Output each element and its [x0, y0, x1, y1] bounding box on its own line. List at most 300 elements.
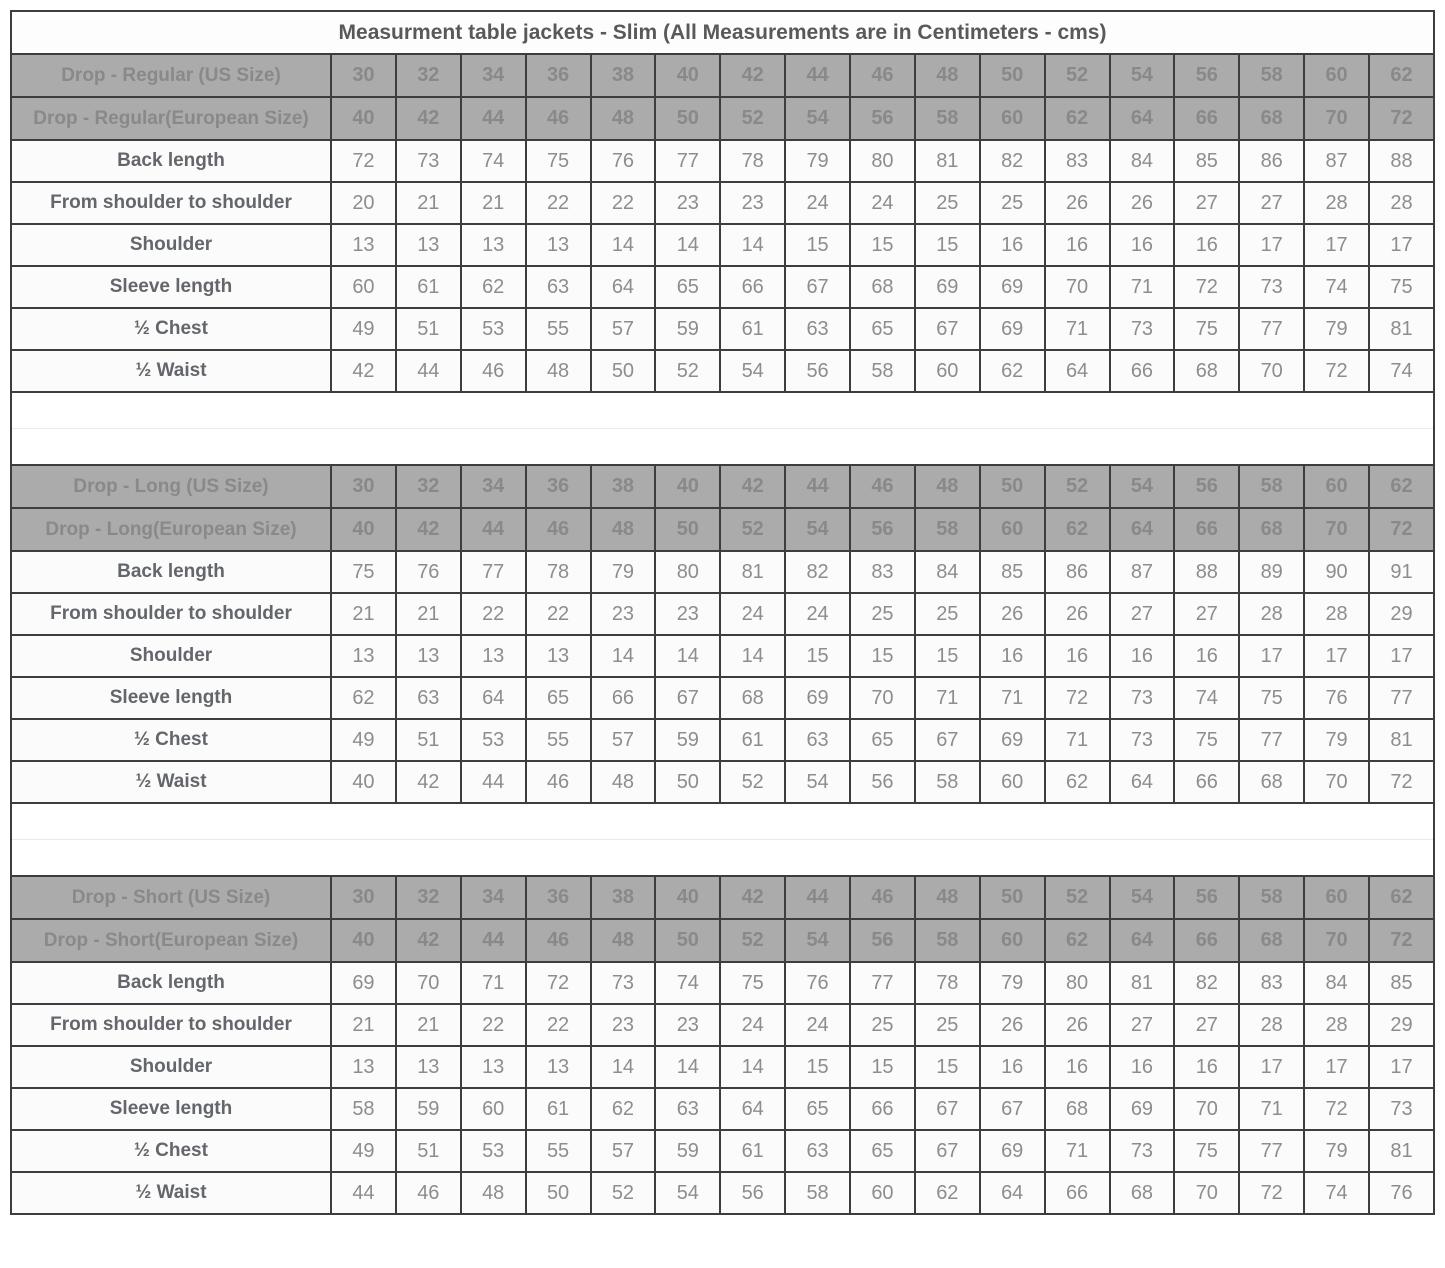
measurement-value-cell: 49: [331, 719, 396, 761]
table-body: [11, 11, 1434, 1214]
us-size-row-label: Drop - Short (US Size): [11, 876, 331, 919]
measurement-value-cell: 65: [655, 266, 720, 308]
size-cell: 64: [1110, 97, 1175, 140]
size-cell: 56: [1174, 54, 1239, 97]
measurement-row: [11, 182, 1434, 224]
measurement-value-cell: 26: [1045, 593, 1110, 635]
measurement-value-cell: 27: [1174, 593, 1239, 635]
size-cell: 62: [1369, 54, 1434, 97]
measurement-value-cell: 22: [461, 1004, 526, 1046]
measurement-value-cell: 17: [1239, 1046, 1304, 1088]
measurement-row-label: Shoulder: [11, 635, 331, 677]
measurement-value-cell: 16: [980, 1046, 1045, 1088]
measurement-value-cell: 61: [720, 1130, 785, 1172]
measurement-value-cell: 62: [915, 1172, 980, 1214]
size-cell: 36: [526, 876, 591, 919]
measurement-value-cell: 81: [720, 551, 785, 593]
measurement-value-cell: 56: [720, 1172, 785, 1214]
measurement-value-cell: 24: [720, 1004, 785, 1046]
size-cell: 50: [655, 97, 720, 140]
measurement-value-cell: 26: [980, 1004, 1045, 1046]
spacer-cell: [11, 392, 1434, 429]
measurement-value-cell: 60: [850, 1172, 915, 1214]
measurement-value-cell: 76: [1304, 677, 1369, 719]
measurement-value-cell: 75: [1239, 677, 1304, 719]
measurement-value-cell: 72: [1045, 677, 1110, 719]
measurement-value-cell: 60: [461, 1088, 526, 1130]
size-cell: 62: [1045, 508, 1110, 551]
measurement-value-cell: 73: [1110, 719, 1175, 761]
measurement-value-cell: 91: [1369, 551, 1434, 593]
size-cell: 48: [915, 54, 980, 97]
measurement-value-cell: 75: [1174, 719, 1239, 761]
size-cell: 64: [1110, 508, 1175, 551]
size-cell: 46: [850, 876, 915, 919]
measurement-value-cell: 73: [1239, 266, 1304, 308]
measurement-row-label: Back length: [11, 962, 331, 1004]
measurement-value-cell: 61: [396, 266, 461, 308]
measurement-value-cell: 72: [1304, 350, 1369, 392]
measurement-value-cell: 16: [1110, 635, 1175, 677]
measurement-value-cell: 74: [1174, 677, 1239, 719]
measurement-value-cell: 90: [1304, 551, 1369, 593]
measurement-value-cell: 73: [1110, 308, 1175, 350]
size-cell: 68: [1239, 508, 1304, 551]
size-cell: 36: [526, 54, 591, 97]
measurement-value-cell: 16: [1110, 224, 1175, 266]
measurement-value-cell: 61: [720, 308, 785, 350]
measurement-value-cell: 50: [655, 761, 720, 803]
size-cell: 30: [331, 465, 396, 508]
measurement-row-label: ½ Chest: [11, 1130, 331, 1172]
measurement-value-cell: 24: [785, 1004, 850, 1046]
size-cell: 40: [331, 508, 396, 551]
measurement-value-cell: 64: [461, 677, 526, 719]
measurement-value-cell: 65: [850, 719, 915, 761]
measurement-value-cell: 75: [331, 551, 396, 593]
measurement-value-cell: 77: [850, 962, 915, 1004]
measurement-value-cell: 16: [1174, 635, 1239, 677]
measurement-value-cell: 84: [915, 551, 980, 593]
measurement-value-cell: 15: [785, 635, 850, 677]
measurement-value-cell: 57: [591, 1130, 656, 1172]
measurement-value-cell: 70: [1239, 350, 1304, 392]
size-cell: 48: [591, 97, 656, 140]
measurement-value-cell: 56: [850, 761, 915, 803]
measurement-value-cell: 79: [591, 551, 656, 593]
measurement-value-cell: 62: [331, 677, 396, 719]
size-cell: 40: [655, 465, 720, 508]
size-cell: 32: [396, 465, 461, 508]
measurement-value-cell: 16: [1174, 224, 1239, 266]
measurement-value-cell: 72: [1239, 1172, 1304, 1214]
measurement-value-cell: 68: [1045, 1088, 1110, 1130]
measurement-value-cell: 67: [915, 719, 980, 761]
section-header-us-row: [11, 465, 1434, 508]
measurement-value-cell: 52: [591, 1172, 656, 1214]
measurement-value-cell: 53: [461, 719, 526, 761]
size-cell: 56: [1174, 876, 1239, 919]
measurement-value-cell: 68: [1110, 1172, 1175, 1214]
measurement-row-label: Sleeve length: [11, 266, 331, 308]
measurement-row: [11, 1088, 1434, 1130]
measurement-value-cell: 21: [396, 593, 461, 635]
measurement-value-cell: 71: [980, 677, 1045, 719]
measurement-value-cell: 66: [1110, 350, 1175, 392]
size-cell: 72: [1369, 97, 1434, 140]
measurement-row: [11, 551, 1434, 593]
measurement-row-label: Back length: [11, 551, 331, 593]
measurement-value-cell: 74: [655, 962, 720, 1004]
measurement-value-cell: 13: [526, 1046, 591, 1088]
size-cell: 56: [850, 508, 915, 551]
measurement-value-cell: 49: [331, 308, 396, 350]
measurement-value-cell: 23: [591, 593, 656, 635]
measurement-value-cell: 44: [331, 1172, 396, 1214]
measurement-value-cell: 70: [850, 677, 915, 719]
measurement-value-cell: 60: [331, 266, 396, 308]
spacer-cell: [11, 803, 1434, 840]
table-title: Measurment table jackets - Slim (All Measurements are in Centimeters - cms): [11, 11, 1434, 54]
measurement-value-cell: 53: [461, 1130, 526, 1172]
measurement-value-cell: 56: [785, 350, 850, 392]
measurement-value-cell: 15: [915, 224, 980, 266]
measurement-value-cell: 77: [655, 140, 720, 182]
measurement-value-cell: 80: [655, 551, 720, 593]
measurement-row: [11, 962, 1434, 1004]
measurement-value-cell: 44: [396, 350, 461, 392]
measurement-value-cell: 52: [655, 350, 720, 392]
measurement-value-cell: 70: [1304, 761, 1369, 803]
measurement-value-cell: 64: [720, 1088, 785, 1130]
measurement-value-cell: 66: [720, 266, 785, 308]
measurement-value-cell: 42: [331, 350, 396, 392]
spacer-cell: [11, 840, 1434, 877]
measurement-value-cell: 85: [980, 551, 1045, 593]
measurement-value-cell: 15: [915, 1046, 980, 1088]
measurement-value-cell: 73: [1369, 1088, 1434, 1130]
measurement-value-cell: 72: [526, 962, 591, 1004]
measurement-value-cell: 17: [1239, 635, 1304, 677]
measurement-value-cell: 72: [1304, 1088, 1369, 1130]
size-cell: 44: [785, 876, 850, 919]
section-header-eu-row: [11, 919, 1434, 962]
size-cell: 60: [1304, 465, 1369, 508]
size-cell: 58: [915, 919, 980, 962]
measurement-value-cell: 27: [1110, 1004, 1175, 1046]
measurement-value-cell: 71: [1239, 1088, 1304, 1130]
measurement-value-cell: 76: [591, 140, 656, 182]
size-cell: 56: [850, 919, 915, 962]
measurement-value-cell: 14: [655, 1046, 720, 1088]
size-cell: 44: [461, 508, 526, 551]
measurement-value-cell: 13: [331, 635, 396, 677]
measurement-value-cell: 21: [396, 1004, 461, 1046]
measurement-value-cell: 26: [1110, 182, 1175, 224]
measurement-row-label: ½ Waist: [11, 350, 331, 392]
measurement-value-cell: 65: [785, 1088, 850, 1130]
size-cell: 50: [655, 508, 720, 551]
measurement-value-cell: 48: [591, 761, 656, 803]
measurement-value-cell: 24: [720, 593, 785, 635]
measurement-row-label: Sleeve length: [11, 1088, 331, 1130]
measurement-value-cell: 28: [1304, 1004, 1369, 1046]
measurement-value-cell: 65: [850, 1130, 915, 1172]
measurement-value-cell: 55: [526, 308, 591, 350]
size-cell: 66: [1174, 508, 1239, 551]
measurement-value-cell: 17: [1304, 1046, 1369, 1088]
measurement-value-cell: 61: [526, 1088, 591, 1130]
measurement-value-cell: 61: [720, 719, 785, 761]
measurement-value-cell: 58: [915, 761, 980, 803]
measurement-value-cell: 76: [396, 551, 461, 593]
measurement-value-cell: 74: [1304, 266, 1369, 308]
measurement-row: [11, 1004, 1434, 1046]
size-cell: 30: [331, 54, 396, 97]
measurement-value-cell: 23: [720, 182, 785, 224]
measurement-value-cell: 59: [655, 1130, 720, 1172]
measurement-value-cell: 44: [461, 761, 526, 803]
measurement-value-cell: 22: [526, 1004, 591, 1046]
size-cell: 32: [396, 54, 461, 97]
measurement-value-cell: 13: [461, 224, 526, 266]
size-cell: 42: [396, 97, 461, 140]
measurement-value-cell: 48: [526, 350, 591, 392]
measurement-value-cell: 22: [526, 593, 591, 635]
measurement-value-cell: 24: [785, 182, 850, 224]
measurement-value-cell: 27: [1239, 182, 1304, 224]
measurement-value-cell: 16: [1110, 1046, 1175, 1088]
measurement-value-cell: 68: [850, 266, 915, 308]
measurement-value-cell: 55: [526, 719, 591, 761]
size-cell: 46: [850, 465, 915, 508]
measurement-value-cell: 14: [591, 1046, 656, 1088]
size-cell: 44: [785, 465, 850, 508]
size-cell: 42: [720, 876, 785, 919]
measurement-value-cell: 77: [1239, 719, 1304, 761]
measurement-value-cell: 64: [1110, 761, 1175, 803]
measurement-value-cell: 22: [591, 182, 656, 224]
measurement-value-cell: 81: [1369, 308, 1434, 350]
measurement-value-cell: 89: [1239, 551, 1304, 593]
size-cell: 70: [1304, 919, 1369, 962]
measurement-value-cell: 73: [591, 962, 656, 1004]
size-cell: 62: [1045, 97, 1110, 140]
measurement-value-cell: 58: [850, 350, 915, 392]
size-cell: 60: [1304, 54, 1369, 97]
measurement-value-cell: 83: [1239, 962, 1304, 1004]
measurement-value-cell: 17: [1239, 224, 1304, 266]
size-cell: 62: [1369, 465, 1434, 508]
size-cell: 52: [1045, 465, 1110, 508]
measurement-row-label: From shoulder to shoulder: [11, 1004, 331, 1046]
measurement-row: [11, 719, 1434, 761]
measurement-value-cell: 86: [1239, 140, 1304, 182]
measurement-row-label: Sleeve length: [11, 677, 331, 719]
table-title-row: [11, 11, 1434, 54]
measurement-value-cell: 21: [461, 182, 526, 224]
size-cell: 62: [1369, 876, 1434, 919]
measurement-value-cell: 17: [1304, 224, 1369, 266]
measurement-value-cell: 67: [915, 308, 980, 350]
measurement-value-cell: 67: [980, 1088, 1045, 1130]
measurement-value-cell: 63: [396, 677, 461, 719]
size-cell: 52: [1045, 876, 1110, 919]
measurement-value-cell: 29: [1369, 1004, 1434, 1046]
measurement-value-cell: 73: [396, 140, 461, 182]
size-cell: 44: [461, 97, 526, 140]
size-cell: 36: [526, 465, 591, 508]
measurement-value-cell: 13: [526, 224, 591, 266]
measurement-value-cell: 16: [1045, 635, 1110, 677]
eu-size-row-label: Drop - Regular(European Size): [11, 97, 331, 140]
spacer-row: [11, 429, 1434, 466]
measurement-value-cell: 66: [591, 677, 656, 719]
measurement-value-cell: 50: [591, 350, 656, 392]
measurement-value-cell: 28: [1239, 1004, 1304, 1046]
size-cell: 60: [1304, 876, 1369, 919]
size-cell: 46: [526, 919, 591, 962]
measurement-value-cell: 77: [1369, 677, 1434, 719]
measurement-row: [11, 1046, 1434, 1088]
jacket-measurement-table: [10, 10, 1435, 1215]
measurement-value-cell: 28: [1239, 593, 1304, 635]
size-cell: 42: [396, 919, 461, 962]
measurement-value-cell: 66: [1045, 1172, 1110, 1214]
measurement-row: [11, 593, 1434, 635]
measurement-value-cell: 16: [1174, 1046, 1239, 1088]
measurement-value-cell: 58: [785, 1172, 850, 1214]
measurement-row: [11, 308, 1434, 350]
measurement-value-cell: 13: [331, 224, 396, 266]
measurement-row: [11, 1172, 1434, 1214]
measurement-value-cell: 27: [1174, 182, 1239, 224]
eu-size-row-label: Drop - Short(European Size): [11, 919, 331, 962]
measurement-value-cell: 64: [1045, 350, 1110, 392]
size-cell: 34: [461, 876, 526, 919]
measurement-value-cell: 68: [1174, 350, 1239, 392]
measurement-value-cell: 80: [850, 140, 915, 182]
size-cell: 44: [461, 919, 526, 962]
measurement-value-cell: 75: [720, 962, 785, 1004]
measurement-value-cell: 67: [915, 1088, 980, 1130]
measurement-value-cell: 17: [1304, 635, 1369, 677]
measurement-value-cell: 78: [915, 962, 980, 1004]
measurement-value-cell: 25: [915, 593, 980, 635]
measurement-value-cell: 14: [655, 635, 720, 677]
measurement-value-cell: 15: [915, 635, 980, 677]
measurement-value-cell: 88: [1174, 551, 1239, 593]
measurement-row-label: From shoulder to shoulder: [11, 182, 331, 224]
measurement-value-cell: 88: [1369, 140, 1434, 182]
measurement-value-cell: 63: [785, 1130, 850, 1172]
measurement-value-cell: 62: [461, 266, 526, 308]
measurement-value-cell: 63: [655, 1088, 720, 1130]
measurement-value-cell: 64: [591, 266, 656, 308]
measurement-value-cell: 60: [915, 350, 980, 392]
measurement-value-cell: 21: [331, 1004, 396, 1046]
measurement-value-cell: 27: [1174, 1004, 1239, 1046]
measurement-value-cell: 13: [396, 635, 461, 677]
size-cell: 48: [591, 919, 656, 962]
size-cell: 52: [1045, 54, 1110, 97]
size-cell: 52: [720, 508, 785, 551]
measurement-value-cell: 26: [1045, 1004, 1110, 1046]
measurement-value-cell: 73: [1110, 1130, 1175, 1172]
measurement-value-cell: 51: [396, 719, 461, 761]
measurement-row-label: Shoulder: [11, 224, 331, 266]
measurement-value-cell: 22: [526, 182, 591, 224]
measurement-row: [11, 266, 1434, 308]
measurement-row: [11, 761, 1434, 803]
spacer-row: [11, 392, 1434, 429]
size-cell: 52: [720, 919, 785, 962]
size-cell: 54: [785, 508, 850, 551]
measurement-value-cell: 62: [980, 350, 1045, 392]
measurement-value-cell: 74: [1369, 350, 1434, 392]
size-cell: 70: [1304, 97, 1369, 140]
size-cell: 40: [655, 876, 720, 919]
section-header-us-row: [11, 876, 1434, 919]
measurement-value-cell: 63: [526, 266, 591, 308]
size-cell: 58: [915, 97, 980, 140]
measurement-value-cell: 59: [655, 308, 720, 350]
size-cell: 52: [720, 97, 785, 140]
measurement-value-cell: 79: [980, 962, 1045, 1004]
measurement-value-cell: 77: [1239, 308, 1304, 350]
us-size-row-label: Drop - Regular (US Size): [11, 54, 331, 97]
measurement-value-cell: 81: [1369, 1130, 1434, 1172]
size-cell: 42: [720, 465, 785, 508]
measurement-value-cell: 59: [396, 1088, 461, 1130]
measurement-value-cell: 69: [980, 1130, 1045, 1172]
measurement-value-cell: 54: [655, 1172, 720, 1214]
size-cell: 54: [785, 919, 850, 962]
size-cell: 34: [461, 54, 526, 97]
measurement-row-label: ½ Chest: [11, 308, 331, 350]
measurement-value-cell: 13: [461, 635, 526, 677]
measurement-row: [11, 1130, 1434, 1172]
measurement-value-cell: 21: [331, 593, 396, 635]
measurement-value-cell: 67: [655, 677, 720, 719]
measurement-value-cell: 85: [1369, 962, 1434, 1004]
size-cell: 58: [915, 508, 980, 551]
measurement-value-cell: 71: [461, 962, 526, 1004]
measurement-value-cell: 23: [591, 1004, 656, 1046]
measurement-value-cell: 17: [1369, 1046, 1434, 1088]
measurement-value-cell: 71: [915, 677, 980, 719]
us-size-row-label: Drop - Long (US Size): [11, 465, 331, 508]
size-cell: 46: [526, 97, 591, 140]
measurement-value-cell: 14: [655, 224, 720, 266]
measurement-value-cell: 46: [461, 350, 526, 392]
measurement-value-cell: 72: [1369, 761, 1434, 803]
spacer-row: [11, 840, 1434, 877]
measurement-value-cell: 14: [591, 224, 656, 266]
measurement-value-cell: 64: [980, 1172, 1045, 1214]
measurement-value-cell: 51: [396, 1130, 461, 1172]
size-cell: 38: [591, 54, 656, 97]
measurement-value-cell: 66: [1174, 761, 1239, 803]
measurement-value-cell: 79: [1304, 719, 1369, 761]
measurement-value-cell: 79: [1304, 1130, 1369, 1172]
measurement-value-cell: 62: [591, 1088, 656, 1130]
measurement-value-cell: 82: [1174, 962, 1239, 1004]
measurement-value-cell: 17: [1369, 635, 1434, 677]
size-cell: 44: [785, 54, 850, 97]
measurement-value-cell: 15: [850, 224, 915, 266]
measurement-value-cell: 16: [980, 224, 1045, 266]
